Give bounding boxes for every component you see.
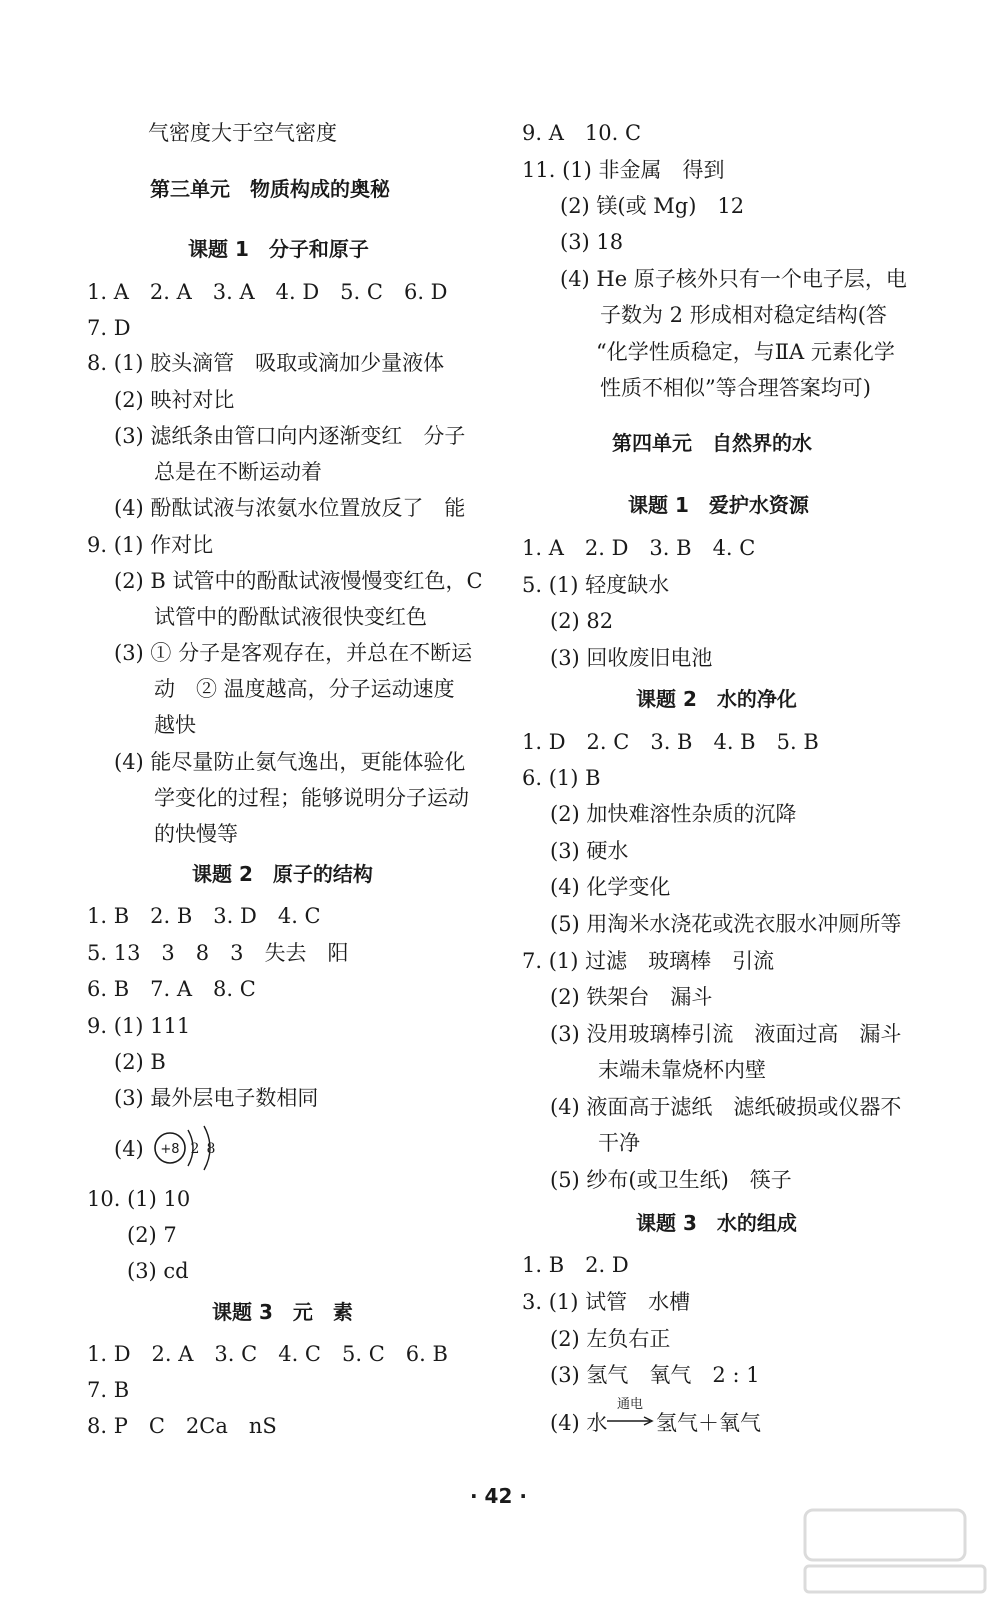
answer-line: 8. P C 2Ca nS (87, 1414, 277, 1438)
page-number: · 42 · (470, 1484, 527, 1508)
answer-line: 9. (1) 111 (87, 1014, 191, 1038)
answer-line: 1. D 2. C 3. B 4. B 5. B (522, 730, 819, 754)
answer-line: 7. (1) 过滤 玻璃棒 引流 (522, 949, 775, 973)
answer-line: 1. A 2. A 3. A 4. D 5. C 6. D (87, 280, 448, 304)
answer-line: 7. B (87, 1378, 130, 1402)
answer-line: (4) 液面高于滤纸 滤纸破损或仪器不 (550, 1095, 902, 1119)
answer-line: 性质不相似”等合理答案均可) (600, 376, 871, 400)
answer-line: 氢气＋氧气 (656, 1411, 761, 1435)
lesson-heading: 课题 2 水的净化 (636, 687, 797, 711)
answer-line: 1. A 2. D 3. B 4. C (522, 536, 756, 560)
answer-line: (2) B 试管中的酚酞试液慢慢变红色，C (114, 569, 483, 593)
answer-line: (2) 映衬对比 (114, 388, 235, 412)
answer-line: 11. (1) 非金属 得到 (522, 158, 725, 182)
answer-line: (3) 硬水 (550, 839, 629, 863)
lesson-heading: 课题 1 爱护水资源 (628, 493, 809, 517)
answer-line: (4) 水 (550, 1411, 608, 1435)
answer-line: 5. 13 3 8 3 失去 阳 (87, 941, 349, 965)
answer-line: (3) cd (127, 1259, 189, 1283)
answer-line: (2) 左负右正 (550, 1327, 671, 1351)
atom-structure-diagram (150, 1122, 230, 1174)
answer-line: 学变化的过程；能够说明分子运动 (154, 786, 469, 810)
reaction-arrow-icon (606, 1414, 654, 1428)
answer-line: 试管中的酚酞试液很快变红色 (154, 605, 427, 629)
answer-line: 5. (1) 轻度缺水 (522, 573, 670, 597)
answer-line: 6. B 7. A 8. C (87, 977, 256, 1001)
answer-line: (2) 加快难溶性杂质的沉降 (550, 802, 797, 826)
answer-line: 动 ② 温度越高，分子运动速度 (154, 677, 455, 701)
nucleus-charge: +8 (160, 1142, 180, 1157)
answer-line: (2) 82 (550, 609, 614, 633)
text-line: 气密度大于空气密度 (148, 121, 337, 145)
lesson-heading: 课题 3 水的组成 (636, 1211, 797, 1235)
answer-line: (4) 化学变化 (550, 875, 671, 899)
answer-line: (2) B (114, 1050, 166, 1074)
answer-line: 越快 (154, 713, 196, 737)
answer-line: (3) 没用玻璃棒引流 液面过高 漏斗 (550, 1022, 902, 1046)
answer-line: 9. (1) 作对比 (87, 533, 214, 557)
unit-heading: 第三单元 物质构成的奥秘 (150, 177, 390, 201)
answer-line: (2) 7 (127, 1223, 177, 1247)
answer-line: 1. D 2. A 3. C 4. C 5. C 6. B (87, 1342, 448, 1366)
answer-line: 1. B 2. B 3. D 4. C (87, 904, 321, 928)
answer-line: 总是在不断运动着 (154, 460, 322, 484)
answer-line: (3) ① 分子是客观存在，并总在不断运 (114, 641, 473, 665)
answer-line: (3) 氢气 氧气 2 : 1 (550, 1363, 760, 1387)
answer-line: 9. A 10. C (522, 121, 642, 145)
answer-line: (4) He 原子核外只有一个电子层，电 (560, 267, 907, 291)
answer-line: 1. B 2. D (522, 1253, 629, 1277)
answer-line: 7. D (87, 316, 131, 340)
answer-line: (3) 滤纸条由管口向内逐渐变红 分子 (114, 424, 466, 448)
watermark-logo-icon (795, 1500, 995, 1600)
answer-line: “化学性质稳定，与ⅡA 元素化学 (596, 340, 895, 364)
lesson-heading: 课题 1 分子和原子 (188, 237, 369, 261)
answer-line: (3) 18 (560, 230, 624, 254)
answer-line: 子数为 2 形成相对稳定结构(答 (600, 303, 887, 327)
answer-line: 末端未靠烧杯内壁 (598, 1058, 766, 1082)
answer-line: (4) 酚酞试液与浓氨水位置放反了 能 (114, 496, 466, 520)
shell-electron-count: 8 (206, 1141, 216, 1157)
reaction-condition: 通电 (616, 1397, 643, 1412)
answer-line: 干净 (598, 1131, 640, 1155)
answer-line: 8. (1) 胶头滴管 吸取或滴加少量液体 (87, 351, 445, 375)
answer-line: (3) 回收废旧电池 (550, 646, 713, 670)
answer-line: 3. (1) 试管 水槽 (522, 1290, 691, 1314)
answer-line: 的快慢等 (154, 822, 238, 846)
answer-line: 6. (1) B (522, 766, 601, 790)
answer-line: (5) 纱布(或卫生纸) 筷子 (550, 1168, 792, 1192)
answer-line: (3) 最外层电子数相同 (114, 1086, 319, 1110)
answer-line: 10. (1) 10 (87, 1187, 191, 1211)
lesson-heading: 课题 3 元 素 (212, 1300, 353, 1324)
shell-electron-count: 2 (190, 1141, 200, 1157)
answer-line: (2) 镁(或 Mg) 12 (560, 194, 745, 218)
answer-line: (4) (114, 1137, 144, 1161)
lesson-heading: 课题 2 原子的结构 (192, 862, 373, 886)
unit-heading: 第四单元 自然界的水 (612, 431, 812, 455)
answer-line: (5) 用淘米水浇花或洗衣服水冲厕所等 (550, 912, 902, 936)
answer-line: (2) 铁架台 漏斗 (550, 985, 713, 1009)
answer-line: (4) 能尽量防止氨气逸出，更能体验化 (114, 750, 466, 774)
